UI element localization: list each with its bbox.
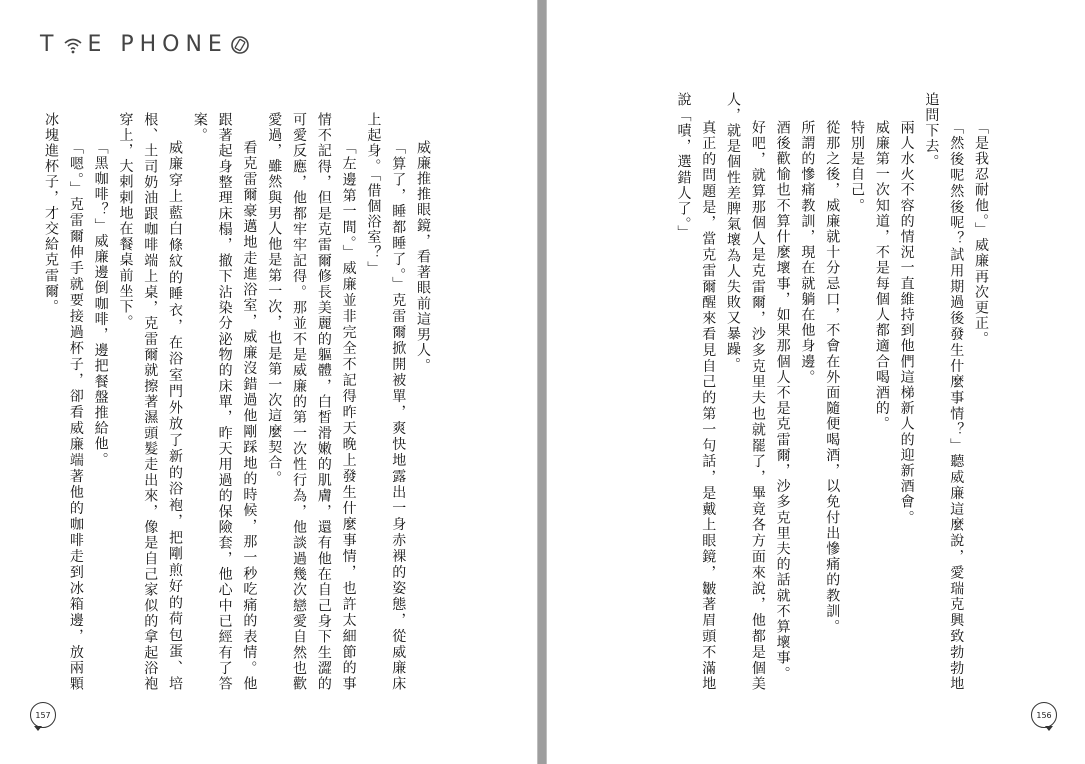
paragraph: 酒後歡愉也不算什麼壞事，如果那個人不是克雷爾，沙多克里夫的話就不算壞事。 (774, 120, 791, 682)
paragraph: 「是我忍耐他。」威廉再次更正。 (973, 120, 989, 347)
paragraph: 真正的問題是，當克雷爾醒來看見自己的第一句話，是戴上眼鏡，皺著眉頭不滿地說「嘖，選錯人了。」 (675, 92, 717, 692)
paragraph: 看克雷爾豪邁地走進浴室，威廉沒錯過他剛踩地的時候，那一秒吃痛的表情。他跟著起身整理床榻，撤下沾染分泌物的床單，昨天用過的保險套，他心中已經有了答案。 (191, 112, 258, 692)
brand-letter-t: T (40, 32, 60, 57)
paragraph: 「嗯。」克雷爾伸手就要接過杯子，卻看威廉端著他的咖啡走到冰箱邊，放兩顆冰塊進杯子，才交給克雷爾。 (43, 112, 84, 692)
paragraph: 威廉穿上藍白條紋的睡衣，在浴室門外放了新的浴袍，把剛煎好的荷包蛋、培根、土司奶油跟咖啡端上桌，克雷爾就擦著濕頭髮走出來，像是自己家似的拿起浴袍穿上，大剌剌地在餐桌前坐下。 (117, 112, 184, 692)
paragraph: 「左邊第一間。」威廉並非完全不記得昨天晚上發生什麼事情，也許太細節的事情不記得，但是克雷爾修長美麗的軀體，白皙滑嫩的肌膚，還有他在自己身下生澀的可愛反應，他都牢牢記得。那並不是威廉的第一次性行為，他談過幾次戀愛自然也歡愛過，雖然與男人他是第一次，也是第一次這麼契合。 (266, 112, 357, 692)
wifi-icon (63, 35, 83, 55)
paragraph: 好吧，就算那個人是克雷爾，沙多克里夫也就罷了，畢竟各方面來說，他都是個美人，就是個性差脾氣壞為人失敗又暴躁。 (725, 92, 766, 692)
paragraph: 「然後呢然後呢？試用期過後發生什麼事情？」聽威廉這麼說，愛瑞克興致勃勃地追問下去。 (923, 92, 965, 692)
paragraph: 特別是自己。 (849, 120, 866, 214)
book-gutter (538, 0, 546, 764)
page-number-left: 157 (30, 702, 56, 728)
paragraph: 「黑咖啡？」威廉邊倒咖啡，邊把餐盤推給他。 (92, 140, 109, 468)
paragraph: 威廉推推眼鏡，看著眼前這男人。 (415, 140, 431, 374)
brand-logo (40, 32, 250, 57)
left-page (0, 0, 538, 764)
paragraph: 所謂的慘痛教訓，現在就躺在他身邊。 (799, 120, 816, 386)
right-page (546, 0, 1085, 764)
brand-word-phone: E PHONE (87, 32, 228, 57)
left-page-body (43, 112, 435, 692)
paragraph: 威廉第一次知道，不是每個人都適合喝酒的。 (873, 120, 890, 432)
paragraph: 「算了，睡都睡了。」克雷爾掀開被單，爽快地露出一身赤裸的姿態，從威廉床上起身。「借個浴室？」 (365, 112, 407, 692)
page-number-right: 156 (1031, 702, 1057, 728)
phone-icon (230, 35, 250, 55)
paragraph: 兩人水火不容的情況一直維持到他們這梯新人的迎新酒會。 (898, 120, 915, 526)
right-page-body (633, 92, 993, 692)
paragraph: 從那之後，威廉就十分忌口，不會在外面隨便喝酒，以免付出慘痛的教訓。 (824, 120, 841, 635)
